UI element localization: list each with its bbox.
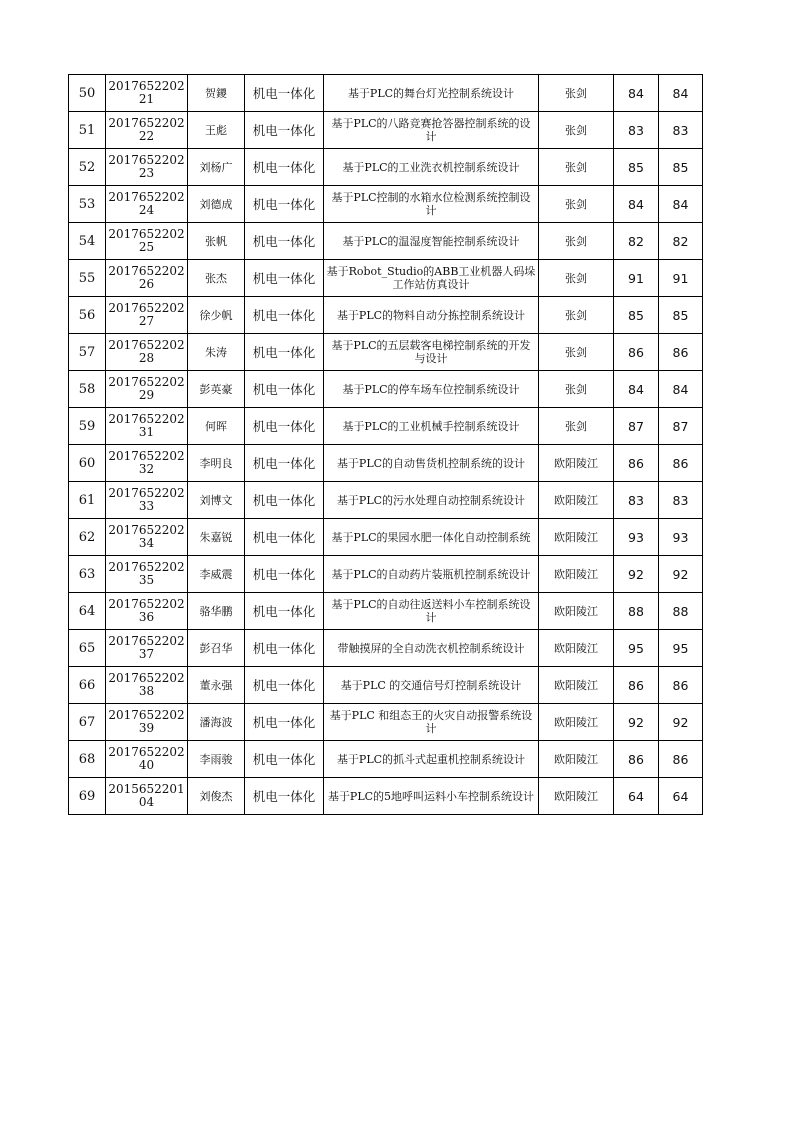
score-1-cell: 87 <box>614 408 659 445</box>
advisor-name-cell: 欧阳陵江 <box>539 704 614 741</box>
advisor-name-cell: 张剑 <box>539 334 614 371</box>
advisor-name-cell: 欧阳陵江 <box>539 778 614 815</box>
major-cell: 机电一体化 <box>245 704 324 741</box>
score-1-cell: 83 <box>614 112 659 149</box>
major-cell: 机电一体化 <box>245 519 324 556</box>
student-id-cell: 201765220227 <box>106 297 188 334</box>
student-id-cell: 201565220104 <box>106 778 188 815</box>
student-id-cell: 201765220236 <box>106 593 188 630</box>
advisor-name-cell: 张剑 <box>539 260 614 297</box>
thesis-title-cell: 基于PLC的舞台灯光控制系统设计 <box>324 75 539 112</box>
student-id-cell: 201765220240 <box>106 741 188 778</box>
student-name-cell: 何晖 <box>188 408 245 445</box>
table-row <box>69 371 703 408</box>
thesis-title-cell: 基于PLC的物料自动分拣控制系统设计 <box>324 297 539 334</box>
thesis-title-cell: 带触摸屏的全自动洗衣机控制系统设计 <box>324 630 539 667</box>
table-row <box>69 334 703 371</box>
table-row <box>69 482 703 519</box>
score-1-cell: 92 <box>614 556 659 593</box>
student-id-cell: 201765220237 <box>106 630 188 667</box>
advisor-name-cell: 欧阳陵江 <box>539 556 614 593</box>
student-name-cell: 李雨骏 <box>188 741 245 778</box>
row-number-cell: 52 <box>69 149 106 186</box>
score-2-cell: 92 <box>659 556 703 593</box>
table-row <box>69 260 703 297</box>
advisor-name-cell: 欧阳陵江 <box>539 667 614 704</box>
thesis-title-cell: 基于PLC的5地呼叫运料小车控制系统设计 <box>324 778 539 815</box>
table-row <box>69 223 703 260</box>
student-id-cell: 201765220225 <box>106 223 188 260</box>
score-2-cell: 86 <box>659 334 703 371</box>
student-id-cell: 201765220231 <box>106 408 188 445</box>
row-number-cell: 61 <box>69 482 106 519</box>
score-2-cell: 93 <box>659 519 703 556</box>
advisor-name-cell: 欧阳陵江 <box>539 519 614 556</box>
score-2-cell: 84 <box>659 75 703 112</box>
advisor-name-cell: 欧阳陵江 <box>539 630 614 667</box>
student-id-cell: 201765220226 <box>106 260 188 297</box>
row-number-cell: 69 <box>69 778 106 815</box>
row-number-cell: 57 <box>69 334 106 371</box>
major-cell: 机电一体化 <box>245 593 324 630</box>
score-1-cell: 84 <box>614 186 659 223</box>
score-2-cell: 84 <box>659 186 703 223</box>
table-row <box>69 556 703 593</box>
major-cell: 机电一体化 <box>245 667 324 704</box>
thesis-title-cell: 基于PLC的停车场车位控制系统设计 <box>324 371 539 408</box>
score-2-cell: 91 <box>659 260 703 297</box>
student-id-cell: 201765220239 <box>106 704 188 741</box>
major-cell: 机电一体化 <box>245 186 324 223</box>
advisor-name-cell: 张剑 <box>539 408 614 445</box>
score-2-cell: 86 <box>659 445 703 482</box>
table-row <box>69 297 703 334</box>
row-number-cell: 50 <box>69 75 106 112</box>
major-cell: 机电一体化 <box>245 630 324 667</box>
table-row <box>69 149 703 186</box>
table-row <box>69 630 703 667</box>
score-2-cell: 83 <box>659 482 703 519</box>
student-id-cell: 201765220229 <box>106 371 188 408</box>
table-body <box>69 75 703 815</box>
score-2-cell: 64 <box>659 778 703 815</box>
row-number-cell: 68 <box>69 741 106 778</box>
major-cell: 机电一体化 <box>245 778 324 815</box>
advisor-name-cell: 张剑 <box>539 297 614 334</box>
row-number-cell: 67 <box>69 704 106 741</box>
student-name-cell: 潘海波 <box>188 704 245 741</box>
row-number-cell: 62 <box>69 519 106 556</box>
thesis-title-cell: 基于PLC的自动往返送料小车控制系统设计 <box>324 593 539 630</box>
row-number-cell: 54 <box>69 223 106 260</box>
table-row <box>69 593 703 630</box>
table-row <box>69 112 703 149</box>
score-2-cell: 84 <box>659 371 703 408</box>
grade-table <box>68 74 703 815</box>
score-1-cell: 83 <box>614 482 659 519</box>
major-cell: 机电一体化 <box>245 75 324 112</box>
table-row <box>69 741 703 778</box>
table-row <box>69 186 703 223</box>
major-cell: 机电一体化 <box>245 112 324 149</box>
score-2-cell: 86 <box>659 741 703 778</box>
student-id-cell: 201765220223 <box>106 149 188 186</box>
table-row <box>69 704 703 741</box>
student-name-cell: 张帆 <box>188 223 245 260</box>
student-id-cell: 201765220232 <box>106 445 188 482</box>
score-2-cell: 82 <box>659 223 703 260</box>
table-row <box>69 519 703 556</box>
major-cell: 机电一体化 <box>245 371 324 408</box>
thesis-title-cell: 基于PLC的工业洗衣机控制系统设计 <box>324 149 539 186</box>
score-1-cell: 82 <box>614 223 659 260</box>
thesis-title-cell: 基于PLC的污水处理自动控制系统设计 <box>324 482 539 519</box>
score-1-cell: 93 <box>614 519 659 556</box>
row-number-cell: 66 <box>69 667 106 704</box>
score-1-cell: 85 <box>614 297 659 334</box>
score-1-cell: 86 <box>614 667 659 704</box>
student-id-cell: 201765220233 <box>106 482 188 519</box>
student-name-cell: 王彪 <box>188 112 245 149</box>
advisor-name-cell: 张剑 <box>539 371 614 408</box>
score-2-cell: 95 <box>659 630 703 667</box>
student-name-cell: 刘德成 <box>188 186 245 223</box>
student-name-cell: 朱嘉锐 <box>188 519 245 556</box>
score-1-cell: 64 <box>614 778 659 815</box>
table-row <box>69 778 703 815</box>
score-1-cell: 88 <box>614 593 659 630</box>
advisor-name-cell: 欧阳陵江 <box>539 741 614 778</box>
advisor-name-cell: 张剑 <box>539 186 614 223</box>
student-name-cell: 贺鑁 <box>188 75 245 112</box>
major-cell: 机电一体化 <box>245 297 324 334</box>
student-name-cell: 张杰 <box>188 260 245 297</box>
row-number-cell: 51 <box>69 112 106 149</box>
student-id-cell: 201765220234 <box>106 519 188 556</box>
score-1-cell: 91 <box>614 260 659 297</box>
table-row <box>69 667 703 704</box>
row-number-cell: 55 <box>69 260 106 297</box>
score-1-cell: 86 <box>614 445 659 482</box>
advisor-name-cell: 张剑 <box>539 112 614 149</box>
major-cell: 机电一体化 <box>245 149 324 186</box>
thesis-title-cell: 基于PLC的八路竞赛抢答器控制系统的设计 <box>324 112 539 149</box>
thesis-title-cell: 基于PLC的温湿度智能控制系统设计 <box>324 223 539 260</box>
row-number-cell: 59 <box>69 408 106 445</box>
major-cell: 机电一体化 <box>245 260 324 297</box>
student-id-cell: 201765220228 <box>106 334 188 371</box>
table-row <box>69 75 703 112</box>
student-name-cell: 刘杨广 <box>188 149 245 186</box>
score-2-cell: 87 <box>659 408 703 445</box>
advisor-name-cell: 欧阳陵江 <box>539 593 614 630</box>
major-cell: 机电一体化 <box>245 408 324 445</box>
student-name-cell: 李明良 <box>188 445 245 482</box>
score-1-cell: 84 <box>614 371 659 408</box>
score-1-cell: 86 <box>614 334 659 371</box>
major-cell: 机电一体化 <box>245 556 324 593</box>
score-2-cell: 85 <box>659 149 703 186</box>
advisor-name-cell: 张剑 <box>539 223 614 260</box>
student-name-cell: 彭召华 <box>188 630 245 667</box>
score-2-cell: 86 <box>659 667 703 704</box>
thesis-title-cell: 基于PLC的五层载客电梯控制系统的开发与设计 <box>324 334 539 371</box>
thesis-title-cell: 基于PLC 的交通信号灯控制系统设计 <box>324 667 539 704</box>
major-cell: 机电一体化 <box>245 223 324 260</box>
major-cell: 机电一体化 <box>245 741 324 778</box>
thesis-title-cell: 基于PLC的果园水肥一体化自动控制系统 <box>324 519 539 556</box>
student-name-cell: 刘俊杰 <box>188 778 245 815</box>
score-1-cell: 86 <box>614 741 659 778</box>
advisor-name-cell: 欧阳陵江 <box>539 445 614 482</box>
table-row <box>69 408 703 445</box>
student-id-cell: 201765220224 <box>106 186 188 223</box>
score-1-cell: 84 <box>614 75 659 112</box>
student-name-cell: 董永强 <box>188 667 245 704</box>
advisor-name-cell: 张剑 <box>539 149 614 186</box>
thesis-title-cell: 基于Robot_Studio的ABB工业机器人码垛工作站仿真设计 <box>324 260 539 297</box>
student-id-cell: 201765220235 <box>106 556 188 593</box>
row-number-cell: 65 <box>69 630 106 667</box>
student-name-cell: 彭英豪 <box>188 371 245 408</box>
score-2-cell: 83 <box>659 112 703 149</box>
thesis-title-cell: 基于PLC的自动售货机控制系统的设计 <box>324 445 539 482</box>
score-1-cell: 92 <box>614 704 659 741</box>
student-id-cell: 201765220222 <box>106 112 188 149</box>
major-cell: 机电一体化 <box>245 334 324 371</box>
row-number-cell: 63 <box>69 556 106 593</box>
student-name-cell: 刘博文 <box>188 482 245 519</box>
advisor-name-cell: 欧阳陵江 <box>539 482 614 519</box>
major-cell: 机电一体化 <box>245 482 324 519</box>
advisor-name-cell: 张剑 <box>539 75 614 112</box>
thesis-title-cell: 基于PLC控制的水箱水位检测系统控制设计 <box>324 186 539 223</box>
student-name-cell: 骆华鹏 <box>188 593 245 630</box>
table-row <box>69 445 703 482</box>
thesis-title-cell: 基于PLC的自动药片装瓶机控制系统设计 <box>324 556 539 593</box>
row-number-cell: 64 <box>69 593 106 630</box>
score-1-cell: 85 <box>614 149 659 186</box>
student-name-cell: 朱涛 <box>188 334 245 371</box>
thesis-title-cell: 基于PLC的工业机械手控制系统设计 <box>324 408 539 445</box>
thesis-title-cell: 基于PLC 和组态王的火灾自动报警系统设计 <box>324 704 539 741</box>
score-2-cell: 88 <box>659 593 703 630</box>
major-cell: 机电一体化 <box>245 445 324 482</box>
score-1-cell: 95 <box>614 630 659 667</box>
row-number-cell: 58 <box>69 371 106 408</box>
row-number-cell: 60 <box>69 445 106 482</box>
thesis-title-cell: 基于PLC的抓斗式起重机控制系统设计 <box>324 741 539 778</box>
row-number-cell: 53 <box>69 186 106 223</box>
row-number-cell: 56 <box>69 297 106 334</box>
student-id-cell: 201765220221 <box>106 75 188 112</box>
student-name-cell: 李威震 <box>188 556 245 593</box>
student-id-cell: 201765220238 <box>106 667 188 704</box>
student-name-cell: 徐少帆 <box>188 297 245 334</box>
score-2-cell: 92 <box>659 704 703 741</box>
score-2-cell: 85 <box>659 297 703 334</box>
